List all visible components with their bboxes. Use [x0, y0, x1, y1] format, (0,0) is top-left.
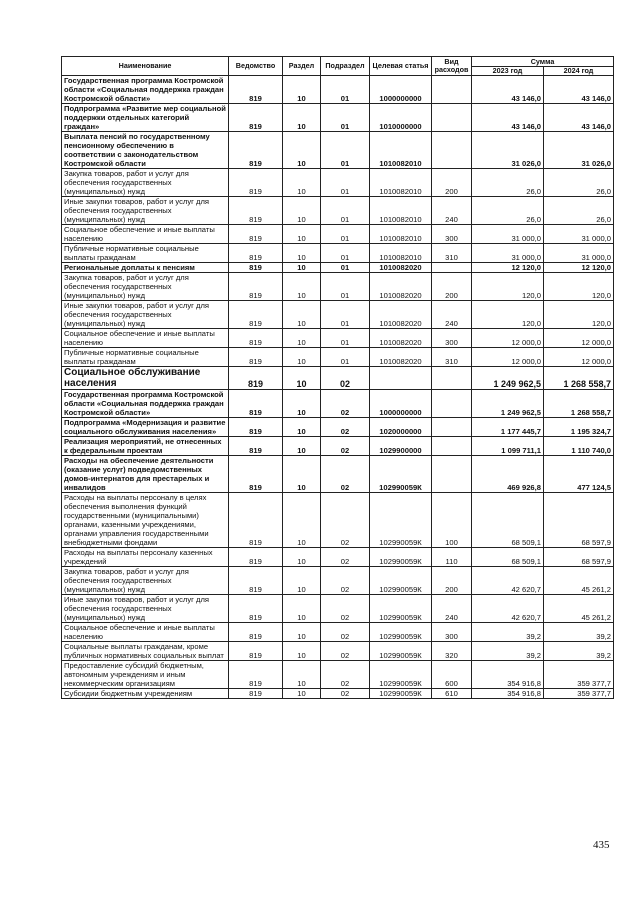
- cell-target: 102990059К: [370, 548, 432, 567]
- table-body: [62, 76, 614, 699]
- cell-subsection: 02: [321, 567, 370, 595]
- cell-sum-2023: 31 000,0: [472, 244, 544, 263]
- cell-name: Расходы на выплаты персоналу казенных учреждений: [62, 548, 229, 567]
- cell-type: [432, 367, 472, 390]
- cell-subsection: 02: [321, 595, 370, 623]
- cell-section: 10: [283, 567, 321, 595]
- table-row: [62, 595, 614, 623]
- cell-section: 10: [283, 301, 321, 329]
- cell-sum-2023: 39,2: [472, 642, 544, 661]
- cell-name: Закупка товаров, работ и услуг для обеспечения государственных (муниципальных) нужд: [62, 273, 229, 301]
- cell-name: Подпрограмма «Модернизация и развитие социального обслуживания населения»: [62, 418, 229, 437]
- cell-target: [370, 367, 432, 390]
- cell-target: 1010082010: [370, 197, 432, 225]
- cell-sum-2024: 120,0: [544, 273, 614, 301]
- table-row: [62, 567, 614, 595]
- cell-dept: 819: [229, 642, 283, 661]
- cell-sum-2023: 68 509,1: [472, 548, 544, 567]
- cell-dept: 819: [229, 225, 283, 244]
- cell-dept: 819: [229, 367, 283, 390]
- cell-type: 300: [432, 225, 472, 244]
- cell-target: 1000000000: [370, 76, 432, 104]
- table-row: [62, 225, 614, 244]
- cell-section: 10: [283, 642, 321, 661]
- cell-name: Выплата пенсий по государственному пенсионному обеспечению в соответствии с законодательством Костромской области: [62, 132, 229, 169]
- cell-subsection: 02: [321, 642, 370, 661]
- cell-section: 10: [283, 437, 321, 456]
- cell-sum-2023: 12 120,0: [472, 263, 544, 273]
- cell-name: Подпрограмма «Развитие мер социальной поддержки отдельных категорий граждан»: [62, 104, 229, 132]
- cell-sum-2023: 469 926,8: [472, 456, 544, 493]
- cell-sum-2024: 1 268 558,7: [544, 367, 614, 390]
- cell-name: Региональные доплаты к пенсиям: [62, 263, 229, 273]
- cell-target: 102990059К: [370, 661, 432, 689]
- cell-name: Иные закупки товаров, работ и услуг для обеспечения государственных (муниципальных) нужд: [62, 301, 229, 329]
- cell-sum-2024: 1 110 740,0: [544, 437, 614, 456]
- cell-target: 1010082020: [370, 273, 432, 301]
- table-row: [62, 367, 614, 390]
- header-dept: Ведомство: [229, 57, 283, 76]
- cell-subsection: 01: [321, 329, 370, 348]
- page-number: 435: [593, 839, 610, 851]
- cell-name: Иные закупки товаров, работ и услуг для обеспечения государственных (муниципальных) нужд: [62, 197, 229, 225]
- header-name: Наименование: [62, 57, 229, 76]
- cell-type: [432, 456, 472, 493]
- cell-type: 200: [432, 169, 472, 197]
- cell-type: [432, 104, 472, 132]
- cell-sum-2023: 12 000,0: [472, 348, 544, 367]
- cell-target: 1010082010: [370, 225, 432, 244]
- cell-section: 10: [283, 329, 321, 348]
- cell-dept: 819: [229, 197, 283, 225]
- cell-dept: 819: [229, 595, 283, 623]
- cell-sum-2024: 31 000,0: [544, 225, 614, 244]
- cell-type: 240: [432, 301, 472, 329]
- cell-dept: 819: [229, 548, 283, 567]
- cell-dept: 819: [229, 567, 283, 595]
- cell-sum-2023: 120,0: [472, 273, 544, 301]
- cell-dept: 819: [229, 76, 283, 104]
- cell-subsection: 02: [321, 689, 370, 699]
- cell-name: Расходы на выплаты персоналу в целях обеспечения выполнения функций государственными (муниципальными) органами, казенными учреждениями, органами управления государственными внебюджетными фондами: [62, 493, 229, 548]
- header-year-2024: 2024 год: [544, 67, 614, 76]
- cell-dept: 819: [229, 623, 283, 642]
- cell-type: 600: [432, 661, 472, 689]
- cell-sum-2023: 120,0: [472, 301, 544, 329]
- budget-table: [61, 56, 614, 699]
- cell-dept: 819: [229, 132, 283, 169]
- cell-subsection: 01: [321, 76, 370, 104]
- table-row: [62, 329, 614, 348]
- cell-section: 10: [283, 661, 321, 689]
- cell-section: 10: [283, 689, 321, 699]
- cell-dept: 819: [229, 493, 283, 548]
- cell-name: Предоставление субсидий бюджетным, автономным учреждениям и иным некоммерческим организациям: [62, 661, 229, 689]
- cell-dept: 819: [229, 456, 283, 493]
- cell-dept: 819: [229, 273, 283, 301]
- cell-section: 10: [283, 595, 321, 623]
- cell-name: Государственная программа Костромской области «Социальная поддержка граждан Костромской области»: [62, 76, 229, 104]
- cell-type: 110: [432, 548, 472, 567]
- cell-dept: 819: [229, 244, 283, 263]
- cell-name: Публичные нормативные социальные выплаты гражданам: [62, 244, 229, 263]
- cell-section: 10: [283, 348, 321, 367]
- cell-sum-2023: 43 146,0: [472, 104, 544, 132]
- cell-subsection: 01: [321, 244, 370, 263]
- table-row: [62, 104, 614, 132]
- cell-target: 102990059К: [370, 456, 432, 493]
- table-row: [62, 263, 614, 273]
- header-target: Целевая статья: [370, 57, 432, 76]
- cell-section: 10: [283, 548, 321, 567]
- cell-sum-2024: 68 597,9: [544, 548, 614, 567]
- cell-type: [432, 418, 472, 437]
- cell-target: 102990059К: [370, 642, 432, 661]
- cell-sum-2023: 12 000,0: [472, 329, 544, 348]
- header-sum: Сумма: [472, 57, 614, 67]
- cell-section: 10: [283, 390, 321, 418]
- cell-sum-2024: 26,0: [544, 169, 614, 197]
- cell-target: 1010082010: [370, 132, 432, 169]
- cell-subsection: 01: [321, 132, 370, 169]
- cell-section: 10: [283, 225, 321, 244]
- cell-subsection: 01: [321, 348, 370, 367]
- cell-section: 10: [283, 418, 321, 437]
- cell-section: 10: [283, 273, 321, 301]
- cell-subsection: 02: [321, 367, 370, 390]
- header-type: Вид расходов: [432, 57, 472, 76]
- cell-sum-2024: 39,2: [544, 642, 614, 661]
- cell-section: 10: [283, 197, 321, 225]
- table-row: [62, 661, 614, 689]
- cell-type: [432, 76, 472, 104]
- cell-section: 10: [283, 76, 321, 104]
- cell-sum-2023: 1 249 962,5: [472, 390, 544, 418]
- cell-sum-2024: 43 146,0: [544, 76, 614, 104]
- cell-type: [432, 437, 472, 456]
- cell-sum-2024: 12 000,0: [544, 329, 614, 348]
- cell-name: Социальное обеспечение и иные выплаты населению: [62, 329, 229, 348]
- cell-dept: 819: [229, 689, 283, 699]
- cell-subsection: 02: [321, 418, 370, 437]
- cell-sum-2024: 477 124,5: [544, 456, 614, 493]
- cell-type: [432, 263, 472, 273]
- table-row: [62, 76, 614, 104]
- table-row: [62, 273, 614, 301]
- cell-subsection: 01: [321, 225, 370, 244]
- cell-sum-2024: 1 268 558,7: [544, 390, 614, 418]
- header-subsection: Подраздел: [321, 57, 370, 76]
- cell-sum-2024: 43 146,0: [544, 104, 614, 132]
- cell-type: 300: [432, 329, 472, 348]
- cell-type: 240: [432, 595, 472, 623]
- cell-sum-2024: 26,0: [544, 197, 614, 225]
- cell-type: 200: [432, 567, 472, 595]
- cell-sum-2024: 359 377,7: [544, 689, 614, 699]
- table-row: [62, 197, 614, 225]
- cell-subsection: 01: [321, 301, 370, 329]
- cell-name: Социальное обслуживание населения: [62, 367, 229, 390]
- cell-target: 102990059К: [370, 689, 432, 699]
- table-row: [62, 132, 614, 169]
- cell-sum-2023: 1 177 445,7: [472, 418, 544, 437]
- table-row: [62, 493, 614, 548]
- table-row: [62, 244, 614, 263]
- cell-sum-2023: 354 916,8: [472, 689, 544, 699]
- header-year-2023: 2023 год: [472, 67, 544, 76]
- cell-sum-2023: 1 249 962,5: [472, 367, 544, 390]
- cell-section: 10: [283, 263, 321, 273]
- cell-type: 240: [432, 197, 472, 225]
- cell-section: 10: [283, 456, 321, 493]
- cell-dept: 819: [229, 348, 283, 367]
- cell-dept: 819: [229, 263, 283, 273]
- cell-sum-2023: 31 000,0: [472, 225, 544, 244]
- table-row: [62, 348, 614, 367]
- cell-dept: 819: [229, 169, 283, 197]
- table-row: [62, 456, 614, 493]
- cell-dept: 819: [229, 418, 283, 437]
- cell-target: 1010082020: [370, 263, 432, 273]
- cell-sum-2023: 68 509,1: [472, 493, 544, 548]
- table-row: [62, 623, 614, 642]
- cell-name: Иные закупки товаров, работ и услуг для обеспечения государственных (муниципальных) нужд: [62, 595, 229, 623]
- cell-name: Публичные нормативные социальные выплаты гражданам: [62, 348, 229, 367]
- cell-target: 102990059К: [370, 595, 432, 623]
- cell-dept: 819: [229, 437, 283, 456]
- cell-target: 102990059К: [370, 567, 432, 595]
- cell-section: 10: [283, 132, 321, 169]
- cell-sum-2023: 31 026,0: [472, 132, 544, 169]
- cell-section: 10: [283, 493, 321, 548]
- cell-type: 100: [432, 493, 472, 548]
- cell-sum-2023: 42 620,7: [472, 567, 544, 595]
- cell-target: 102990059К: [370, 623, 432, 642]
- cell-type: 320: [432, 642, 472, 661]
- cell-target: 1010082020: [370, 348, 432, 367]
- cell-subsection: 02: [321, 456, 370, 493]
- cell-name: Социальное обеспечение и иные выплаты населению: [62, 225, 229, 244]
- cell-section: 10: [283, 623, 321, 642]
- cell-dept: 819: [229, 329, 283, 348]
- cell-subsection: 01: [321, 263, 370, 273]
- cell-name: Социальные выплаты гражданам, кроме публичных нормативных социальных выплат: [62, 642, 229, 661]
- cell-sum-2023: 1 099 711,1: [472, 437, 544, 456]
- cell-section: 10: [283, 244, 321, 263]
- table-row: [62, 301, 614, 329]
- cell-target: 1010082010: [370, 244, 432, 263]
- cell-sum-2023: 42 620,7: [472, 595, 544, 623]
- cell-name: Государственная программа Костромской области «Социальная поддержка граждан Костромской области»: [62, 390, 229, 418]
- table-row: [62, 169, 614, 197]
- cell-section: 10: [283, 104, 321, 132]
- cell-subsection: 01: [321, 273, 370, 301]
- table-row: [62, 437, 614, 456]
- table-header: [62, 57, 614, 76]
- cell-name: Расходы на обеспечение деятельности (оказание услуг) подведомственных домов-интернатов для престарелых и инвалидов: [62, 456, 229, 493]
- table-row: [62, 689, 614, 699]
- cell-section: 10: [283, 169, 321, 197]
- cell-subsection: 02: [321, 661, 370, 689]
- cell-name: Субсидии бюджетным учреждениям: [62, 689, 229, 699]
- cell-name: Реализация мероприятий, не отнесенных к федеральным проектам: [62, 437, 229, 456]
- cell-section: 10: [283, 367, 321, 390]
- cell-sum-2024: 12 000,0: [544, 348, 614, 367]
- cell-subsection: 01: [321, 197, 370, 225]
- cell-type: 310: [432, 348, 472, 367]
- cell-target: 1010082020: [370, 329, 432, 348]
- cell-type: 200: [432, 273, 472, 301]
- cell-name: Социальное обеспечение и иные выплаты населению: [62, 623, 229, 642]
- cell-subsection: 01: [321, 104, 370, 132]
- cell-sum-2023: 26,0: [472, 197, 544, 225]
- cell-sum-2023: 26,0: [472, 169, 544, 197]
- cell-sum-2023: 43 146,0: [472, 76, 544, 104]
- cell-sum-2024: 1 195 324,7: [544, 418, 614, 437]
- cell-dept: 819: [229, 104, 283, 132]
- cell-subsection: 02: [321, 390, 370, 418]
- cell-name: Закупка товаров, работ и услуг для обеспечения государственных (муниципальных) нужд: [62, 567, 229, 595]
- table-row: [62, 418, 614, 437]
- cell-sum-2023: 39,2: [472, 623, 544, 642]
- cell-type: [432, 390, 472, 418]
- cell-subsection: 02: [321, 623, 370, 642]
- cell-type: [432, 132, 472, 169]
- cell-subsection: 01: [321, 169, 370, 197]
- cell-target: 1029900000: [370, 437, 432, 456]
- cell-sum-2024: 120,0: [544, 301, 614, 329]
- cell-type: 610: [432, 689, 472, 699]
- cell-sum-2024: 31 026,0: [544, 132, 614, 169]
- cell-sum-2024: 45 261,2: [544, 595, 614, 623]
- cell-target: 1010082010: [370, 169, 432, 197]
- cell-name: Закупка товаров, работ и услуг для обеспечения государственных (муниципальных) нужд: [62, 169, 229, 197]
- header-section: Раздел: [283, 57, 321, 76]
- cell-subsection: 02: [321, 548, 370, 567]
- cell-sum-2023: 354 916,8: [472, 661, 544, 689]
- cell-type: 300: [432, 623, 472, 642]
- cell-type: 310: [432, 244, 472, 263]
- cell-subsection: 02: [321, 437, 370, 456]
- cell-sum-2024: 12 120,0: [544, 263, 614, 273]
- table-row: [62, 642, 614, 661]
- table-row: [62, 548, 614, 567]
- cell-sum-2024: 68 597,9: [544, 493, 614, 548]
- cell-sum-2024: 31 000,0: [544, 244, 614, 263]
- cell-dept: 819: [229, 390, 283, 418]
- cell-sum-2024: 45 261,2: [544, 567, 614, 595]
- cell-sum-2024: 359 377,7: [544, 661, 614, 689]
- cell-target: 1010000000: [370, 104, 432, 132]
- cell-target: 1010082020: [370, 301, 432, 329]
- cell-dept: 819: [229, 301, 283, 329]
- cell-subsection: 02: [321, 493, 370, 548]
- cell-dept: 819: [229, 661, 283, 689]
- cell-sum-2024: 39,2: [544, 623, 614, 642]
- cell-target: 1020000000: [370, 418, 432, 437]
- cell-target: 1000000000: [370, 390, 432, 418]
- cell-target: 102990059К: [370, 493, 432, 548]
- table-row: [62, 390, 614, 418]
